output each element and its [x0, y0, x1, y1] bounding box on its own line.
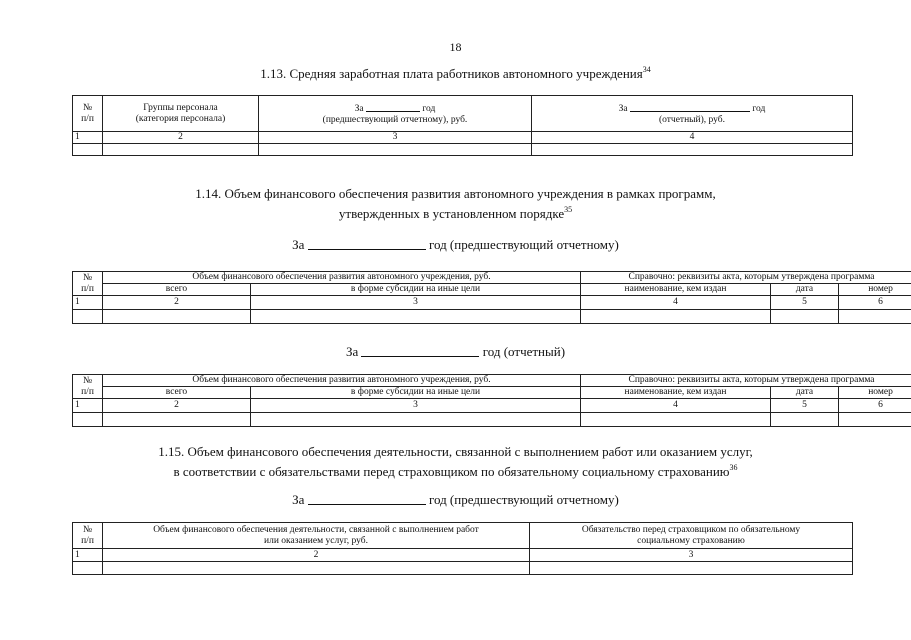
- header-insurer-line1: Обязательство перед страховщиком по обязательному: [581, 524, 801, 535]
- table-1-13: [72, 95, 853, 156]
- header-no: [73, 375, 103, 399]
- table-subheader-row: [73, 387, 911, 399]
- num-cell: 5: [771, 296, 839, 310]
- header-act-number: номер: [839, 387, 911, 399]
- num-cell: 2: [103, 132, 259, 144]
- num-cell: 3: [530, 549, 853, 562]
- num-cell: 5: [771, 399, 839, 413]
- table-numbers-row: [73, 399, 911, 413]
- header-staff-line2: (категория персонала): [135, 113, 226, 124]
- num-cell: 4: [532, 132, 853, 144]
- table-row: [73, 144, 853, 156]
- header-funding-group: Объем финансового обеспечения развития автономного учреждения, руб.: [103, 272, 581, 284]
- empty-cell: [581, 413, 771, 427]
- blank-line: [308, 237, 426, 250]
- blank-line: [361, 344, 479, 357]
- header-act-group: Справочно: реквизиты акта, которым утверждена программа: [581, 375, 911, 387]
- header-no-line1: №: [82, 375, 93, 386]
- table-header-row: [73, 96, 853, 132]
- header-no-line1: №: [82, 102, 93, 113]
- section-1-14-title-line2: [0, 202, 911, 222]
- section-1-14-title: [0, 186, 911, 222]
- header-no: [73, 272, 103, 296]
- header-curr-year-line1: [534, 102, 850, 115]
- prefix-text: За: [292, 237, 305, 252]
- table-header-row: [73, 272, 911, 284]
- empty-cell: [839, 413, 911, 427]
- table-numbers-row: [73, 549, 853, 562]
- num-cell: 1: [73, 296, 103, 310]
- footnote-36: 36: [729, 463, 738, 472]
- empty-cell: [103, 413, 251, 427]
- num-cell: 2: [103, 399, 251, 413]
- num-cell: 6: [839, 399, 911, 413]
- empty-cell: [73, 144, 103, 156]
- empty-cell: [103, 144, 259, 156]
- empty-cell: [251, 310, 581, 324]
- empty-cell: [103, 562, 530, 575]
- suffix-text: год: [422, 103, 436, 114]
- page-number: 18: [449, 40, 462, 54]
- header-total: всего: [103, 387, 251, 399]
- blank-line: [630, 102, 750, 112]
- header-subsidy: в форме субсидии на иные цели: [251, 284, 581, 296]
- header-curr-year-line2: (отчетный), руб.: [658, 114, 725, 125]
- empty-cell: [73, 310, 103, 324]
- header-act-date: дата: [771, 284, 839, 296]
- header-insurer-line2: социальному страхованию: [637, 535, 745, 546]
- suffix-text: год (предшествующий отчетному): [428, 237, 619, 252]
- section-1-13-title-text: 1.13. Средняя заработная плата работников автономного учреждения: [260, 66, 643, 81]
- num-cell: 6: [839, 296, 911, 310]
- empty-cell: [259, 144, 532, 156]
- empty-cell: [532, 144, 853, 156]
- empty-cell: [771, 413, 839, 427]
- header-no-line2: п/п: [81, 283, 94, 294]
- table-subheader-row: [73, 284, 911, 296]
- header-no-line2: п/п: [81, 113, 94, 124]
- header-curr-year: [532, 96, 853, 132]
- header-no: [73, 523, 103, 549]
- title-text: в соответствии с обязательствами перед страховщиком по обязательному социальному страхованию: [173, 464, 730, 479]
- num-cell: 1: [73, 549, 103, 562]
- table-numbers-row: [73, 132, 853, 144]
- suffix-text: год (отчетный): [482, 344, 566, 359]
- table-1-14-prev: [72, 271, 911, 324]
- header-act-number: номер: [839, 284, 911, 296]
- section-1-15-title: [0, 444, 911, 480]
- num-cell: 1: [73, 132, 103, 144]
- num-cell: 1: [73, 399, 103, 413]
- num-cell: 3: [251, 399, 581, 413]
- table-row: [73, 562, 853, 575]
- header-total: всего: [103, 284, 251, 296]
- table-numbers-row: [73, 296, 911, 310]
- section-1-14-title-line1: 1.14. Объем финансового обеспечения развития автономного учреждения в рамках программ,: [195, 186, 716, 201]
- empty-cell: [103, 310, 251, 324]
- header-staff-line1: Группы персонала: [143, 102, 218, 113]
- header-no-line2: п/п: [81, 386, 94, 397]
- header-prev-year: [259, 96, 532, 132]
- header-funding-line2: или оказанием услуг, руб.: [264, 535, 368, 546]
- section-1-15-title-line1: 1.15. Объем финансового обеспечения деятельности, связанной с выполнением работ или оказанием услуг,: [158, 444, 753, 459]
- num-cell: 2: [103, 549, 530, 562]
- header-act-name: наименование, кем издан: [581, 284, 771, 296]
- section-1-15-title-line2: [0, 460, 911, 480]
- header-no: [73, 96, 103, 132]
- footnote-34: 34: [642, 65, 651, 74]
- header-funding-line1: Объем финансового обеспечения деятельности, связанной с выполнением работ: [153, 524, 479, 535]
- table-row: [73, 413, 911, 427]
- header-funding-group: Объем финансового обеспечения развития автономного учреждения, руб.: [103, 375, 581, 387]
- num-cell: 4: [581, 399, 771, 413]
- header-prev-year-line2: (предшествующий отчетному), руб.: [322, 114, 468, 125]
- year-curr-line-1-14: [0, 344, 911, 360]
- table-row: [73, 310, 911, 324]
- empty-cell: [581, 310, 771, 324]
- num-cell: 4: [581, 296, 771, 310]
- blank-line: [366, 102, 420, 112]
- prefix-text: За: [354, 103, 364, 114]
- header-prev-year-line1: [261, 102, 529, 115]
- header-no-line1: №: [82, 272, 93, 283]
- suffix-text: год: [752, 103, 766, 114]
- header-no-line1: №: [82, 524, 93, 535]
- section-1-13-title: [0, 62, 911, 82]
- header-act-group: Справочно: реквизиты акта, которым утверждена программа: [581, 272, 911, 284]
- table-header-row: [73, 375, 911, 387]
- num-cell: 3: [251, 296, 581, 310]
- table-1-14-curr: [72, 374, 911, 427]
- num-cell: 2: [103, 296, 251, 310]
- table-1-15: [72, 522, 853, 575]
- empty-cell: [251, 413, 581, 427]
- empty-cell: [73, 413, 103, 427]
- footnote-35: 35: [564, 205, 573, 214]
- prefix-text: За: [345, 344, 359, 359]
- prefix-text: За: [618, 103, 628, 114]
- suffix-text: год (предшествующий отчетному): [428, 492, 619, 507]
- year-prev-line-1-15: [0, 492, 911, 508]
- header-subsidy: в форме субсидии на иные цели: [251, 387, 581, 399]
- empty-cell: [839, 310, 911, 324]
- empty-cell: [73, 562, 103, 575]
- blank-line: [308, 492, 426, 505]
- header-staff-groups: [103, 96, 259, 132]
- empty-cell: [530, 562, 853, 575]
- title-text: утвержденных в установленном порядке: [338, 206, 565, 221]
- year-prev-line-1-14: [0, 237, 911, 253]
- header-act-date: дата: [771, 387, 839, 399]
- header-funding: [103, 523, 530, 549]
- header-act-name: наименование, кем издан: [581, 387, 771, 399]
- empty-cell: [771, 310, 839, 324]
- header-insurer: [530, 523, 853, 549]
- num-cell: 3: [259, 132, 532, 144]
- prefix-text: За: [292, 492, 305, 507]
- header-no-line2: п/п: [81, 535, 94, 546]
- table-header-row: [73, 523, 853, 549]
